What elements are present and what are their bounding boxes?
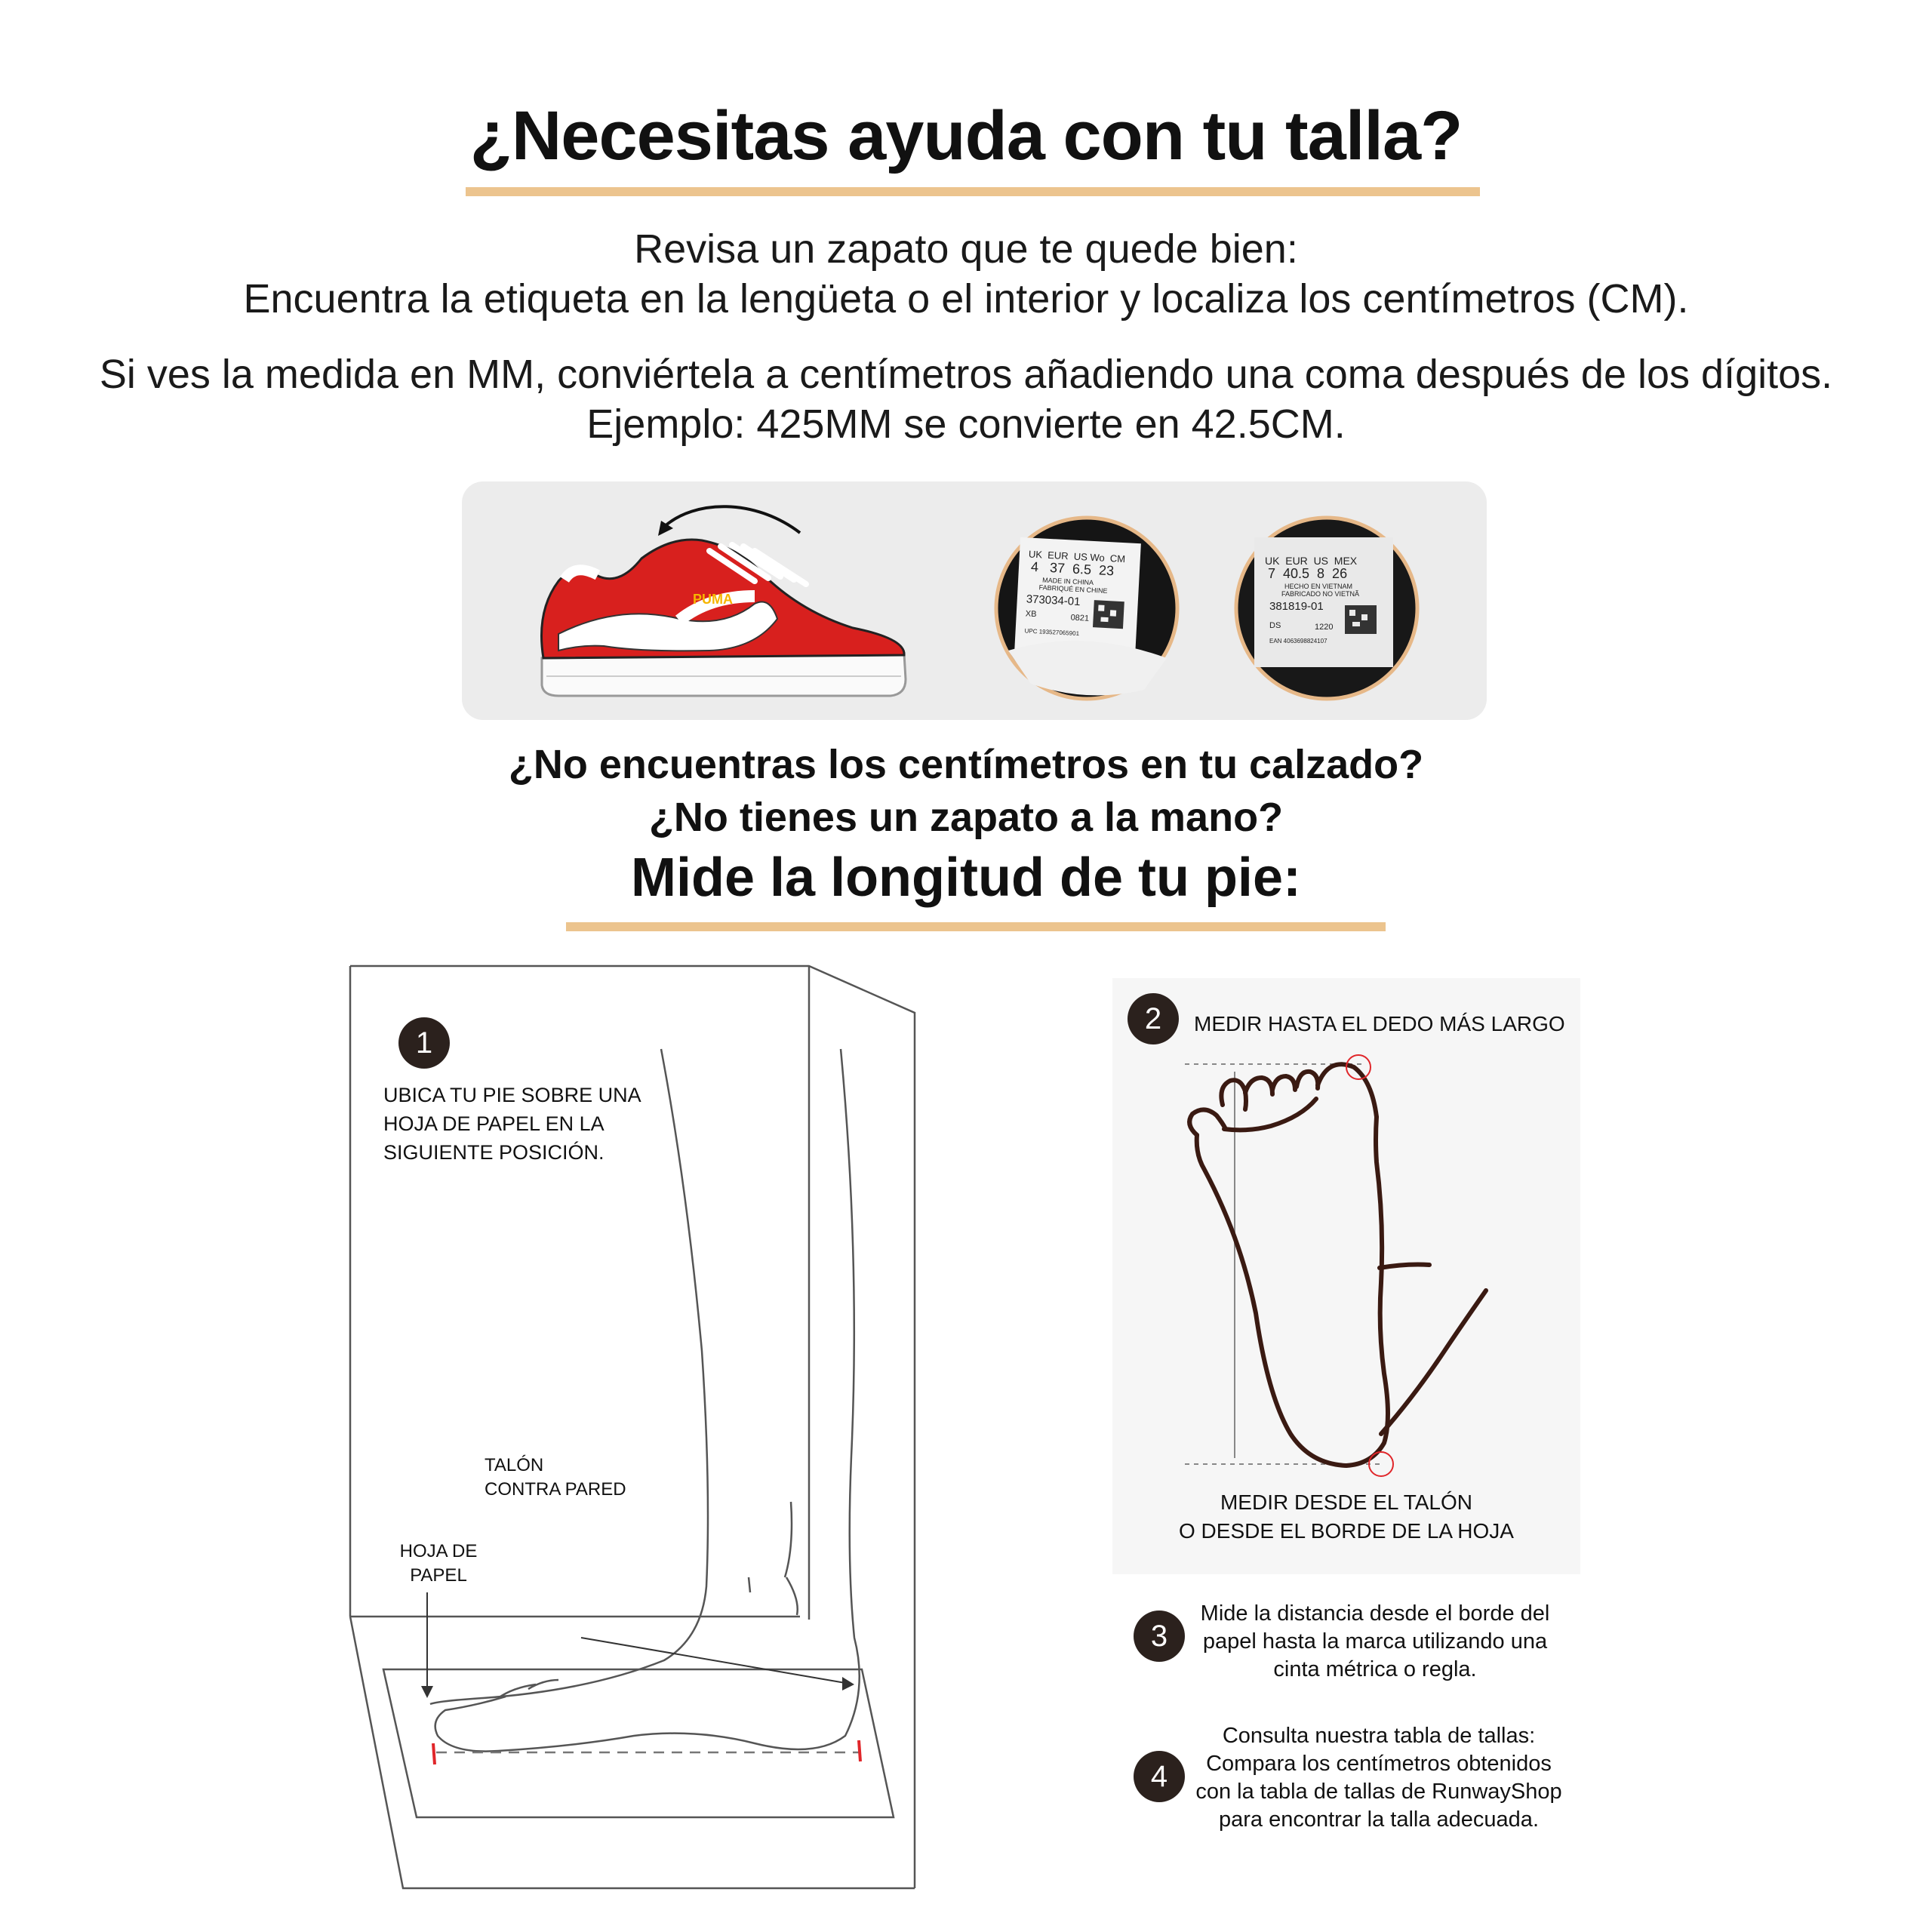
svg-text:381819-01: 381819-01 [1269, 600, 1324, 613]
question-no-shoe: ¿No tienes un zapato a la mano? [648, 795, 1284, 840]
step-4-instructions: Consulta nuestra tabla de tallas: Compara los centímetros obtenidos con la tabla de tallas de RunwayShop para encontrar la talla adecuada. [1195, 1724, 1562, 1832]
svg-text:7 40.5 8 26: 7 40.5 8 26 [1268, 566, 1348, 581]
svg-text:MADE IN CHINA: MADE IN CHINA [1041, 576, 1094, 587]
page-title: ¿Necesitas ayuda con tu talla? [469, 97, 1463, 174]
svg-text:UK EUR US MEX: UK EUR US MEX [1265, 555, 1358, 567]
step-2-top-label: MEDIR HASTA EL DEDO MÁS LARGO [1194, 1012, 1565, 1035]
step-3-instructions: Mide la distancia desde el borde del papel hasta la marca utilizando una cinta métrica o regla. [1200, 1601, 1550, 1681]
svg-text:UPC 193527065901: UPC 193527065901 [1024, 627, 1080, 638]
svg-text:FABRIQUÉ EN CHINE: FABRIQUÉ EN CHINE [1038, 583, 1108, 595]
intro-line-1: Revisa un zapato que te quede bien: [634, 226, 1298, 272]
svg-text:0821: 0821 [1070, 613, 1090, 623]
paper-sheet-label: HOJA DE PAPEL [399, 1541, 478, 1586]
shoe-label-circle-2 [1233, 515, 1420, 702]
title-underline [466, 187, 1480, 196]
sneaker-illustration [528, 491, 921, 709]
step2-foot-outline [1112, 1041, 1580, 1494]
label1-headers: UK EUR US Wo CM [1028, 548, 1126, 565]
heel-against-wall-label: TALÓN CONTRA PARED [485, 1455, 626, 1500]
svg-text:FABRICADO NO VIETNÃ: FABRICADO NO VIETNÃ [1281, 590, 1360, 598]
svg-text:XB: XB [1025, 609, 1037, 620]
shoe-brand-text: PUMA [693, 592, 733, 607]
step-2-badge: 2 [1128, 993, 1179, 1044]
measure-underline [566, 922, 1386, 931]
svg-text:EAN 4063698824107: EAN 4063698824107 [1269, 638, 1327, 645]
svg-text:DS: DS [1269, 621, 1281, 630]
question-no-cm: ¿No encuentras los centímetros en tu calzado? [508, 742, 1424, 787]
step-1-instructions: UBICA TU PIE SOBRE UNA HOJA DE PAPEL EN LA SIGUIENTE POSICIÓN. [383, 1084, 641, 1164]
intro-line-4: Ejemplo: 425MM se convierte en 42.5CM. [586, 401, 1346, 447]
intro-line-3: Si ves la medida en MM, conviértela a centímetros añadiendo una coma después de los dígitos. [99, 352, 1833, 397]
label1-values: 4 37 6.5 23 [1030, 558, 1115, 579]
svg-text:1220: 1220 [1315, 623, 1334, 632]
shoe-label-circle-1 [993, 515, 1180, 702]
svg-text:373034-01: 373034-01 [1026, 592, 1081, 609]
measure-foot-title: Mide la longitud de tu pie: [631, 848, 1301, 908]
svg-text:HECHO EN VIETNAM: HECHO EN VIETNAM [1284, 583, 1353, 590]
step-2-bottom-label: MEDIR DESDE EL TALÓN O DESDE EL BORDE DE LA HOJA [1179, 1491, 1514, 1543]
step-1-badge: 1 [398, 1017, 450, 1069]
intro-line-2: Encuentra la etiqueta en la lengüeta o el interior y localiza los centímetros (CM). [243, 276, 1689, 321]
step-3-badge: 3 [1134, 1611, 1185, 1662]
step-4-badge: 4 [1134, 1751, 1185, 1802]
